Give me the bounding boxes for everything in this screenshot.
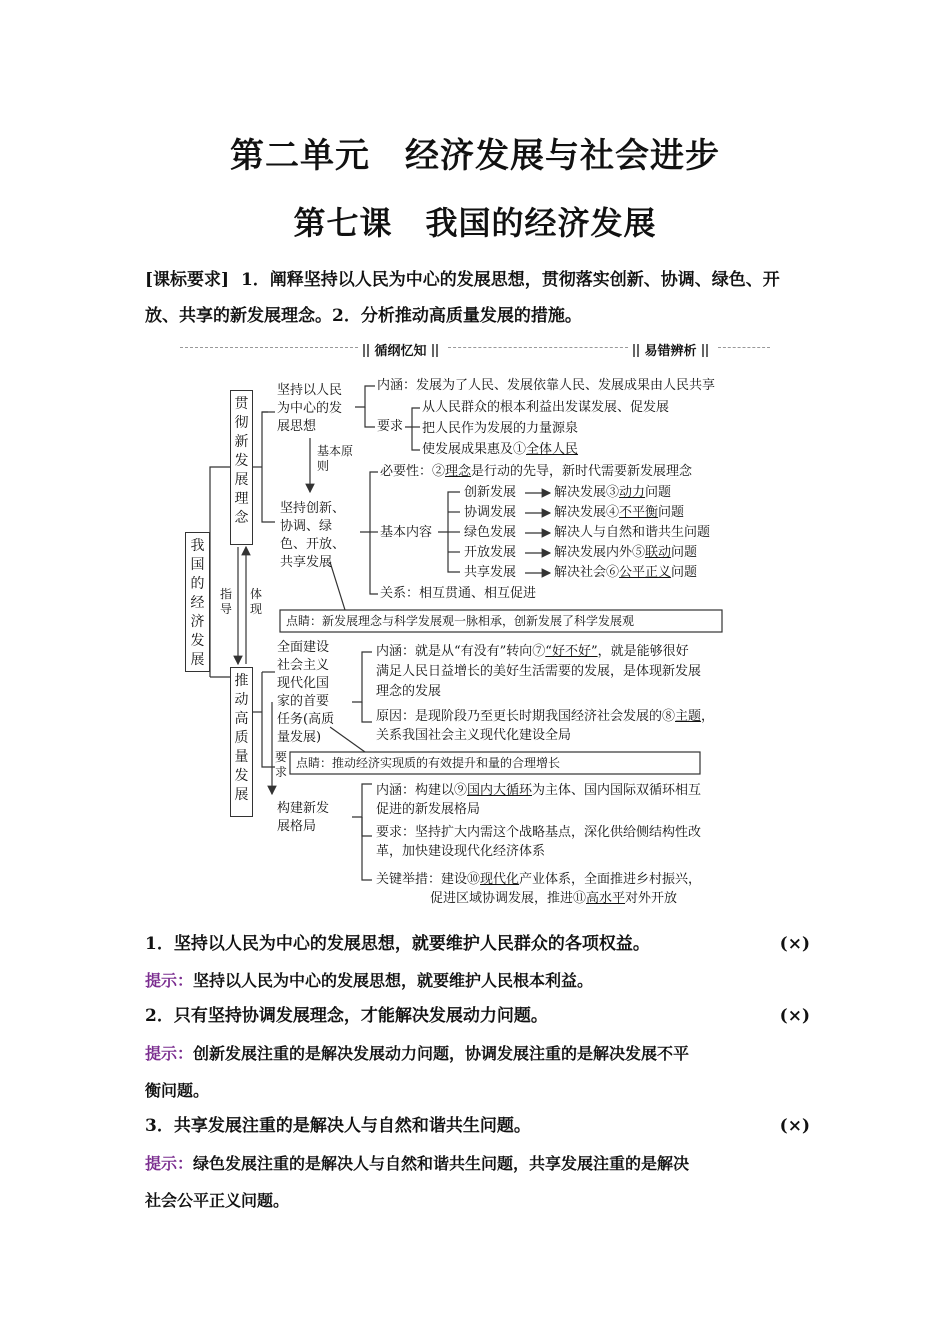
content-green: 绿色发展 [464,525,517,540]
node-concept-l2: 协调、绿 [280,519,333,534]
section-banner [180,338,770,358]
node-people-l3: 展思想 [277,419,317,434]
necessity: 必要性：②理念是行动的先导，新时代需要新发展理念 [380,464,693,479]
embody-label: 体现 [250,587,263,616]
node-concept-l4: 共享发展 [280,555,333,570]
guide-label: 指导 [220,587,233,616]
unit-title: 第二单元 经济发展与社会进步 [230,136,720,176]
note-1: 点睛：新发展理念与科学发展观一脉相承，创新发展了科学发展观 [286,614,635,628]
banner-left-tag: 循纲忆知 [362,340,439,359]
pattern-connotation-l2: 促进的新发展格局 [376,802,481,817]
quality-reason-l1: 原因：是现阶段乃至更长时期我国经济社会发展的⑧主题， [376,709,715,724]
requirement-text: 1．阐释坚持以人民为中心的发展思想，贯彻落实创新、协调、绿色、开放、共享的新发展理念。2．分析推动高质量发展的措施。 [145,270,780,326]
node-pattern-l1: 构建新发 [277,801,330,816]
quality-reason-l2: 关系我国社会主义现代化建设全局 [376,728,572,743]
branch-high-quality: 推动高质量发展 [230,667,253,817]
curriculum-requirement [145,262,810,334]
node-concept-l1: 坚持创新、 [280,501,346,516]
requirement-label: [课标要求] [145,270,230,290]
basic-principle-label: 基本原则 [317,444,354,473]
quality-connotation-l2: 满足人民日益增长的美好生活需要的发展，是体现新发展 [376,664,702,679]
requirement-arrow-label: 要求 [275,750,288,779]
content-open-solve: 解决发展内外⑤联动问题 [554,545,698,560]
question-3: 3．共享发展注重的是解决人与自然和谐共生问题。 (×) [145,1108,810,1144]
content-label: 基本内容 [380,525,433,540]
node-quality-l3: 现代化国 [277,676,330,691]
lesson-title: 第七课 我国的经济发展 [293,204,657,242]
node-quality-l6: 量发展) [277,730,322,745]
node-people-l1: 坚持以人民 [277,383,343,398]
pattern-req-l1: 要求：坚持扩大内需这个战略基点，深化供给侧结构性改 [376,825,702,840]
node-concept-l3: 色、开放、 [280,537,346,552]
quality-connotation-l3: 理念的发展 [376,684,442,699]
node-quality-l2: 社会主义 [277,658,330,673]
people-req-label: 要求 [377,419,404,434]
quality-connotation-l1: 内涵：就是从“有没有”转向⑦“好不好”，就是能够很好 [376,644,689,659]
node-quality-l4: 家的首要 [277,694,330,709]
content-green-solve: 解决人与自然和谐共生问题 [554,525,711,540]
node-pattern-l2: 展格局 [277,819,317,834]
node-people-l2: 为中心的发 [277,401,343,416]
content-open: 开放发展 [464,545,517,560]
question-2-mark: (×) [779,1006,810,1026]
question-1: 1．坚持以人民为中心的发展思想，就要维护人民群众的各项权益。 (×) [145,926,810,962]
node-quality-l5: 任务(高质 [277,712,335,727]
pattern-connotation-l1: 内涵：构建以⑨国内大循环为主体、国内国际双循环相互 [376,783,702,798]
concept-map [180,372,780,912]
content-innovation-solve: 解决发展③动力问题 [554,485,672,500]
content-innovation: 创新发展 [464,485,517,500]
question-1-mark: (×) [779,934,810,954]
note-2: 点睛：推动经济实现质的有效提升和量的合理增长 [296,756,561,770]
hint-3: 提示：绿色发展注重的是解决人与自然和谐共生问题，共享发展注重的是解决 社会公平正义问题。 [145,1154,690,1210]
people-req-3: 使发展成果惠及①全体人民 [422,442,579,457]
hint-2: 提示：创新发展注重的是解决发展动力问题，协调发展注重的是解决发展不平 衡问题。 [145,1044,690,1100]
banner-right-tag: 易错辨析 [632,340,709,359]
content-shared-solve: 解决社会⑥公平正义问题 [554,565,698,580]
pattern-req-l2: 革，加快建设现代化经济体系 [376,844,546,859]
pattern-key-l1: 关键举措：建设⑩现代化产业体系，全面推进乡村振兴， [376,872,702,887]
node-quality-l1: 全面建设 [277,640,330,655]
pattern-key-l2: 促进区域协调发展，推进⑪高水平对外开放 [430,891,678,906]
people-req-2: 把人民作为发展的力量源泉 [422,421,579,436]
question-3-mark: (×) [779,1116,810,1136]
hint-1: 提示：坚持以人民为中心的发展思想，就要维护人民根本利益。 [145,971,594,990]
root-node: 我国的经济发展 [185,532,210,672]
relation: 关系：相互贯通、相互促进 [380,586,537,601]
content-coordination-solve: 解决发展④不平衡问题 [554,505,685,520]
people-req-1: 从人民群众的根本利益出发谋发展、促发展 [422,400,670,415]
content-coordination: 协调发展 [464,505,517,520]
content-shared: 共享发展 [464,565,517,580]
branch-new-concept: 贯彻新发展理念 [230,390,253,545]
people-connotation: 内涵：发展为了人民、发展依靠人民、发展成果由人民共享 [377,378,716,393]
question-2: 2．只有坚持协调发展理念，才能解决发展动力问题。 (×) [145,998,810,1034]
